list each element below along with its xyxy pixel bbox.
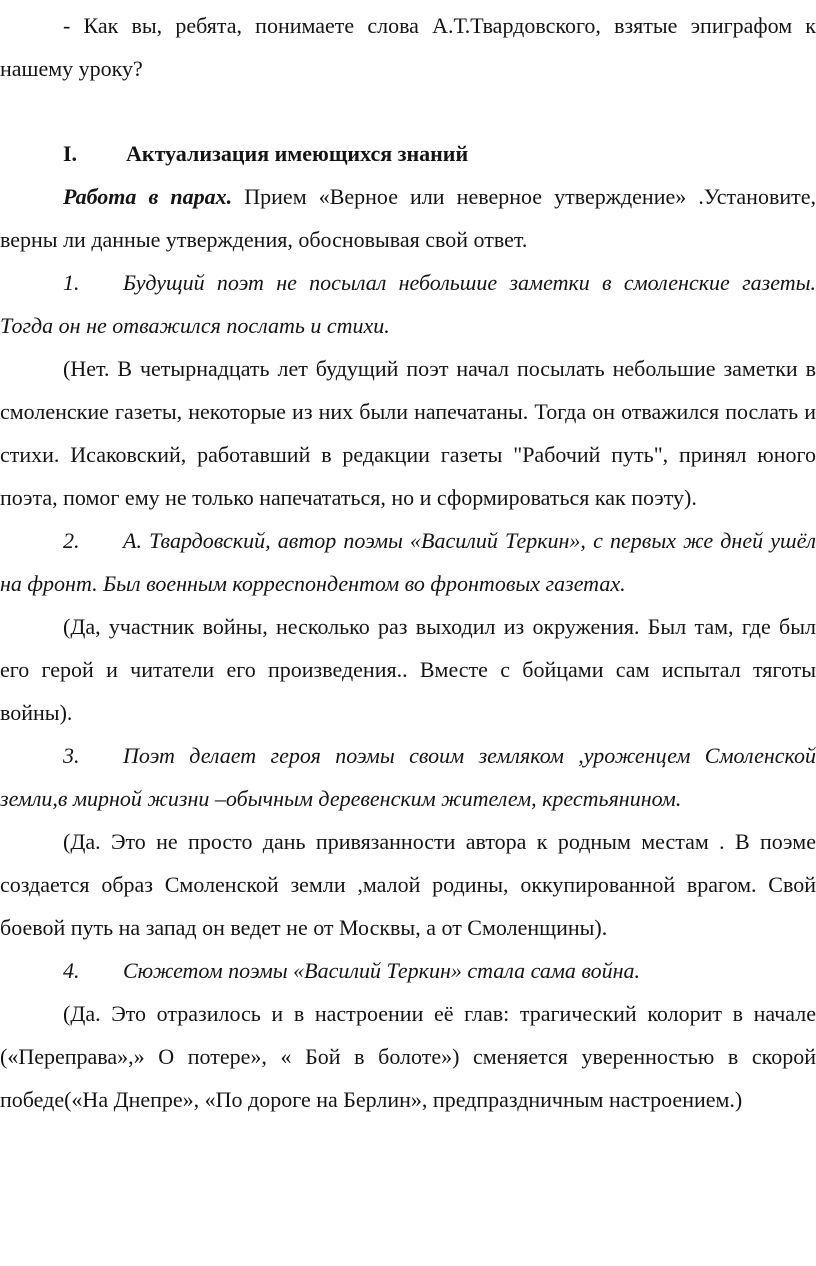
statement-text: Поэт делает героя поэмы своим земляком ,уроженцем Смоленской земли,в мирной жизни –обычным деревенским жителем, крестьянином.: [0, 743, 816, 811]
statement-number: 4.: [63, 958, 80, 983]
statement-number: 1.: [63, 270, 80, 295]
section-heading: [0, 132, 816, 175]
statement-4: [0, 949, 816, 992]
section-title: Актуализация имеющихся знаний: [126, 141, 469, 166]
statement-1: [0, 261, 816, 347]
statement-number: 2.: [63, 528, 80, 553]
answer-2: (Да, участник войны, несколько раз выходил из окружения. Был там, где был его герой и читатели его произведения.. Вместе с бойцами сам испытал тяготы войны).: [0, 614, 816, 725]
blank-line: [0, 90, 816, 132]
task-paragraph: [0, 175, 816, 261]
intro-question: - Как вы, ребята, понимаете слова А.Т.Твардовского, взятые эпиграфом к нашему уроку?: [0, 13, 816, 81]
answer-1: (Нет. В четырнадцать лет будущий поэт начал посылать небольшие заметки в смоленские газеты, некоторые из них были напечатаны. Тогда он отважился послать и стихи. Исаковский, работавший в редакции газеты "Рабочий путь", принял юного поэта, помог ему не только напечататься, но и сформироваться как поэту).: [0, 356, 816, 510]
statement-3: [0, 734, 816, 820]
answer-4: (Да. Это отразилось и в настроении её глав: трагический колорит в начале («Переправа»,» О потере», « Бой в болоте») сменяется уверенностью в скорой победе(«На Днепре», «По дороге на Берлин», предпраздничным настроением.): [0, 1001, 816, 1112]
statement-text: Будущий поэт не посылал небольшие заметки в смоленские газеты. Тогда он не отважился послать и стихи.: [0, 270, 816, 338]
task-label: Работа в парах.: [63, 184, 233, 209]
section-number: I.: [63, 141, 78, 166]
statement-text: Сюжетом поэмы «Василий Теркин» стала сама война.: [123, 958, 641, 983]
task-text: Прием «Верное или неверное утверждение» .Установите, верны ли данные утверждения, обосновывая свой ответ.: [0, 184, 816, 252]
statement-number: 3.: [63, 743, 80, 768]
answer-3: (Да. Это не просто дань привязанности автора к родным местам . В поэме создается образ Смоленской земли ,малой родины, оккупированной врагом. Свой боевой путь на запад он ведет не от Москвы, а от Смоленщины).: [0, 829, 816, 940]
statement-2: [0, 519, 816, 605]
statement-text: А. Твардовский, автор поэмы «Василий Теркин», с первых же дней ушёл на фронт. Был военным корреспондентом во фронтовых газетах.: [0, 528, 816, 596]
